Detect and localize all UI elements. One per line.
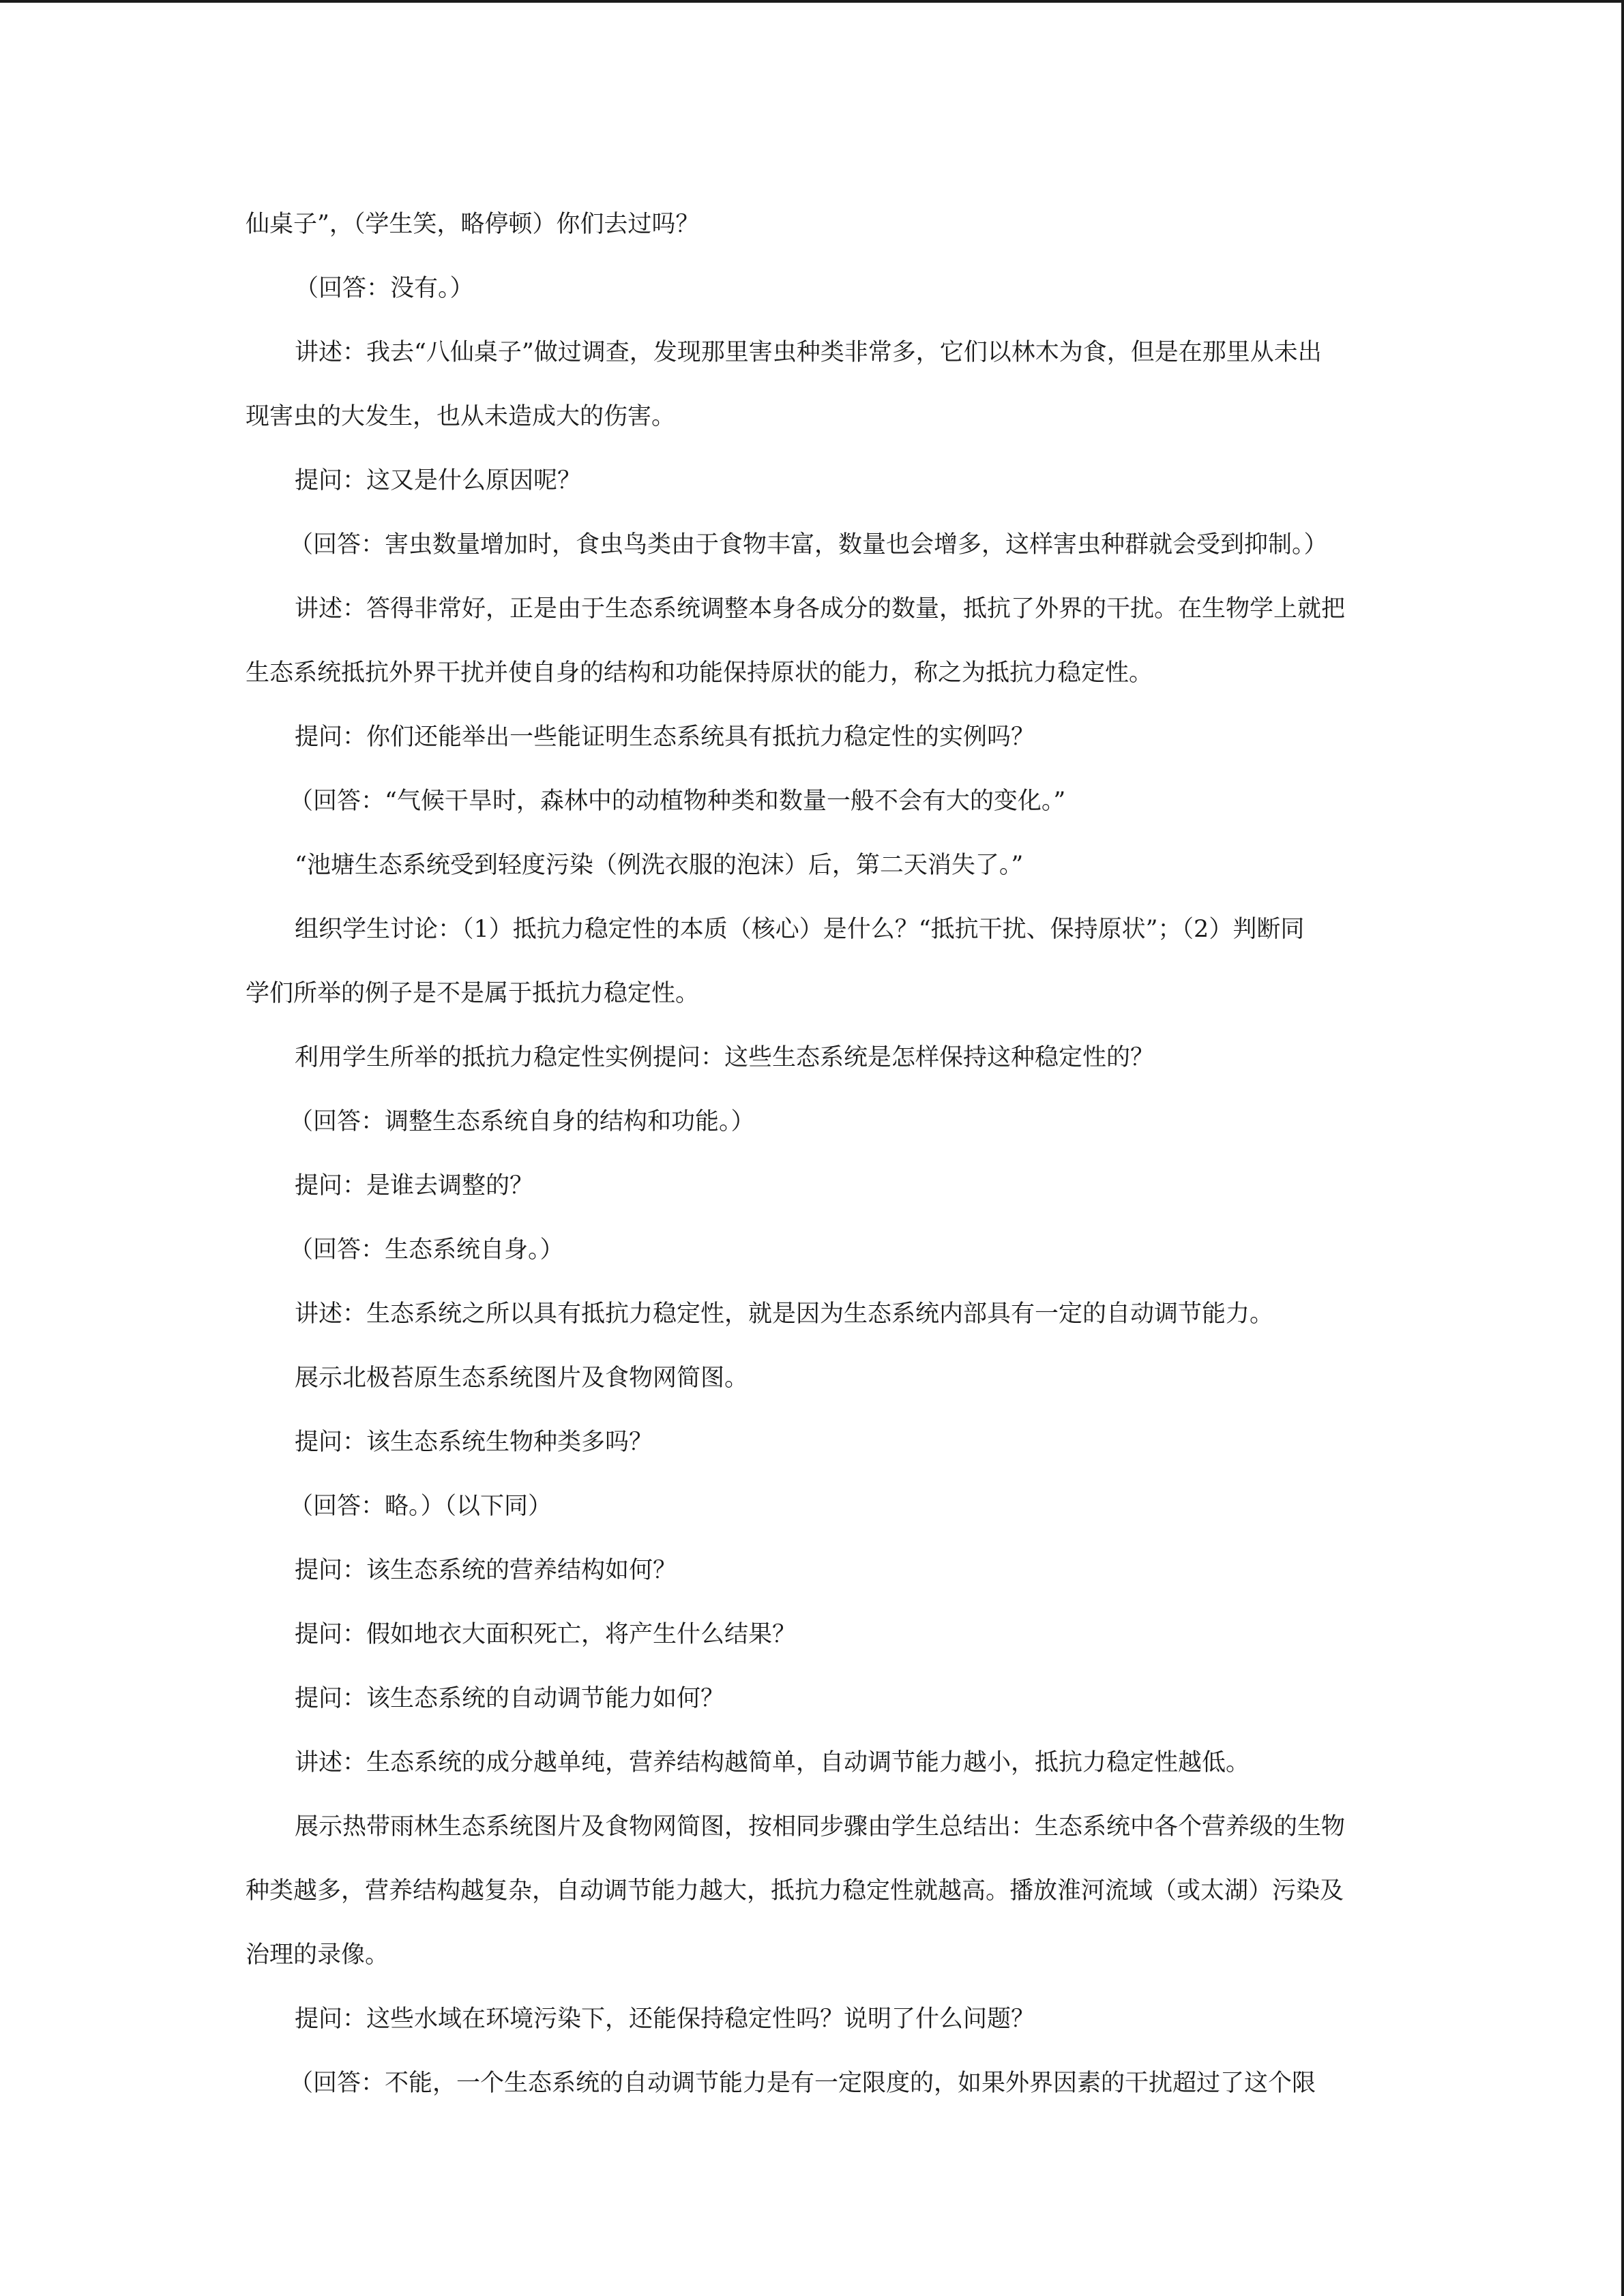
- question-line: 提问：假如地衣大面积死亡，将产生什么结果？: [295, 1621, 797, 1648]
- answer-line: （回答：不能，一个生态系统的自动调节能力是有一定限度的，如果外界因素的干扰超过了这个限: [289, 2070, 1316, 2097]
- text-line: 学们所举的例子是不是属于抵抗力稳定性。: [246, 980, 700, 1007]
- narration-line: 讲述：生态系统之所以具有抵抗力稳定性，就是因为生态系统内部具有一定的自动调节能力。: [295, 1300, 1274, 1328]
- answer-line: “池塘生态系统受到轻度污染（例洗衣服的泡沫）后，第二天消失了。”: [295, 852, 1024, 879]
- page-right-border: [1621, 0, 1624, 2296]
- display-line: 展示热带雨林生态系统图片及食物网简图，按相同步骤由学生总结出：生态系统中各个营养级的生物: [295, 1813, 1346, 1840]
- question-line: 提问：是谁去调整的？: [295, 1172, 534, 1199]
- answer-line: （回答：调整生态系统自身的结构和功能。）: [289, 1108, 755, 1135]
- question-line: 利用学生所举的抵抗力稳定性实例提问：这些生态系统是怎样保持这种稳定性的？: [295, 1044, 1155, 1071]
- question-line: 提问：该生态系统的营养结构如何？: [295, 1557, 677, 1584]
- text-line: 现害虫的大发生，也从未造成大的伤害。: [246, 403, 676, 430]
- narration-line: 讲述：答得非常好，正是由于生态系统调整本身各成分的数量，抵抗了外界的干扰。在生物学上就把: [295, 595, 1346, 623]
- answer-line: （回答：“气候干旱时，森林中的动植物种类和数量一般不会有大的变化。”: [289, 788, 1066, 815]
- answer-line: （回答：生态系统自身。）: [289, 1236, 564, 1264]
- text-line: 生态系统抵抗外界干扰并使自身的结构和功能保持原状的能力，称之为抵抗力稳定性。: [246, 659, 1153, 687]
- text-line: 治理的录像。: [246, 1941, 389, 1969]
- question-line: 提问：你们还能举出一些能证明生态系统具有抵抗力稳定性的实例吗？: [295, 724, 1035, 751]
- answer-line: （回答：害虫数量增加时，食虫鸟类由于食物丰富，数量也会增多，这样害虫种群就会受到抑制。）: [289, 531, 1328, 558]
- answer-line: （回答：略。）（以下同）: [289, 1493, 552, 1520]
- question-line: 提问：这又是什么原因呢？: [295, 467, 582, 494]
- text-line: 仙桌子”，（学生笑，略停顿）你们去过吗？: [246, 211, 700, 238]
- narration-line: 讲述：我去“八仙桌子”做过调查，发现那里害虫种类非常多，它们以林木为食，但是在那里从未出: [295, 339, 1322, 366]
- narration-line: 讲述：生态系统的成分越单纯，营养结构越简单，自动调节能力越小，抵抗力稳定性越低。: [295, 1749, 1250, 1776]
- answer-line: （回答：没有。）: [295, 275, 474, 302]
- display-line: 展示北极苔原生态系统图片及食物网简图。: [295, 1365, 749, 1392]
- page-top-border: [0, 0, 1624, 3]
- document-page: [246, 192, 1378, 2115]
- question-line: 提问：这些水域在环境污染下，还能保持稳定性吗？说明了什么问题？: [295, 2006, 1035, 2033]
- question-line: 提问：该生态系统的自动调节能力如何？: [295, 1685, 725, 1712]
- text-line: 种类越多，营养结构越复杂，自动调节能力越大，抵抗力稳定性就越高。播放淮河流域（或太湖）污染及: [246, 1877, 1344, 1905]
- discussion-line: 组织学生讨论：（1）抵抗力稳定性的本质（核心）是什么？“抵抗干扰、保持原状”；（2）判断同: [295, 916, 1305, 943]
- question-line: 提问：该生态系统生物种类多吗？: [295, 1429, 653, 1456]
